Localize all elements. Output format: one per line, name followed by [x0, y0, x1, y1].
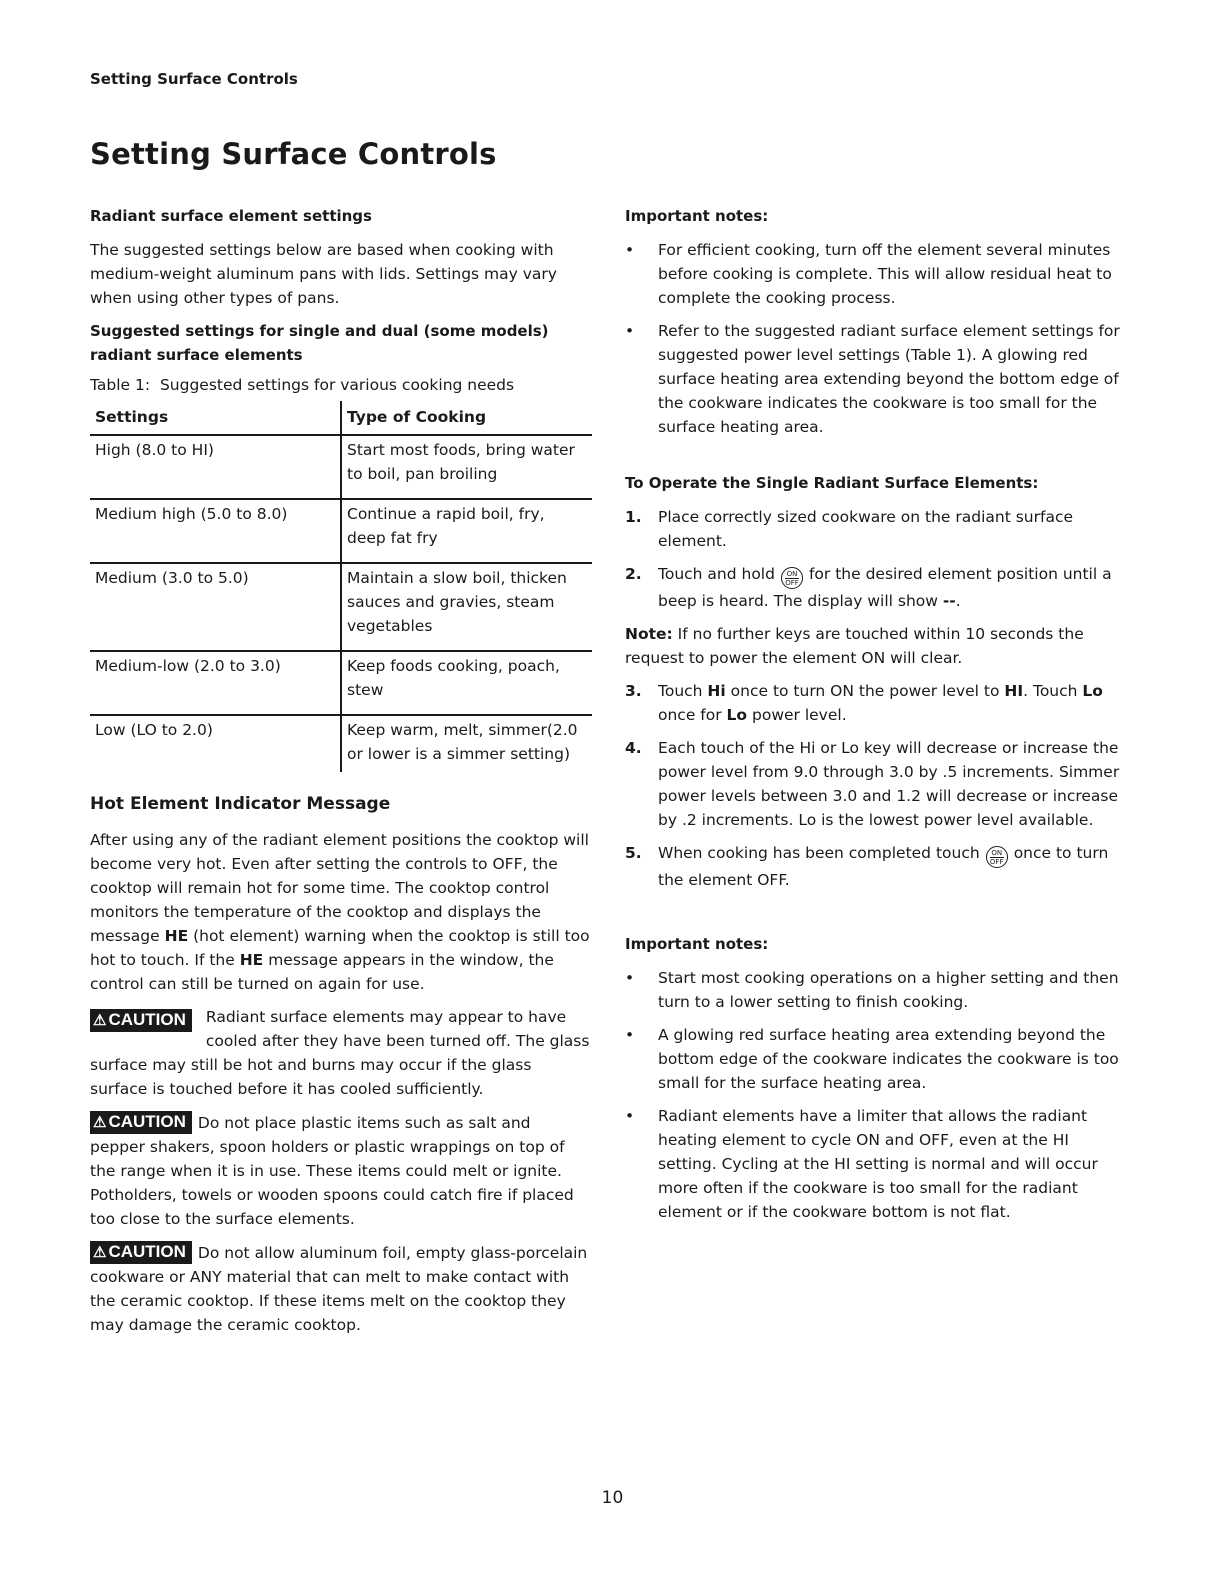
- hot-text-1: After using any of the radiant element positions the cooktop will become very hot. Even after setting the controls to OFF, the cooktop will remain hot for some time. The cooktop control monitors the temperature of the cooktop and displays the message: [90, 831, 589, 945]
- table-caption-label: Table 1:: [90, 376, 151, 394]
- table-cell-type: Start most foods, bring water to boil, pan broiling: [341, 435, 592, 499]
- caution-text: Do not place plastic items such as salt and pepper shakers, spoon holders or plastic wrappings on top of the range when it is in use. These items could melt or ignite. Potholders, towels or wooden spoons could catch fire if placed too close to the surface elements.: [90, 1114, 574, 1228]
- step-text: Each touch of the Hi or Lo key will decrease or increase the power level from 9.0 through 3.0 by .5 increments. Simmer power levels between 3.0 and 1.2 will decrease or increase by .2 increments. Lo is the lowest power level available.: [658, 739, 1120, 829]
- key-lo: Lo: [1082, 682, 1103, 700]
- list-item: [625, 238, 1125, 310]
- running-header: Setting Surface Controls: [90, 70, 298, 88]
- step-text: Touch: [658, 682, 708, 700]
- table-cell-type: Keep foods cooking, poach, stew: [341, 651, 592, 715]
- table-row: [90, 563, 592, 651]
- on-off-key-icon: [781, 567, 803, 589]
- table-cell-type: Continue a rapid boil, fry, deep fat fry: [341, 499, 592, 563]
- warning-triangle-icon: ⚠: [93, 1244, 107, 1261]
- table-header-row: [90, 401, 592, 435]
- operate-steps-list-continued: [625, 679, 1125, 892]
- step-item: [625, 679, 1125, 727]
- table-cell-setting: Medium-low (2.0 to 3.0): [90, 651, 341, 715]
- hot-code-he: HE: [239, 951, 264, 969]
- note-text: If no further keys are touched within 10 seconds the request to power the element ON will clear.: [625, 625, 1084, 667]
- level-hi: HI: [1004, 682, 1024, 700]
- list-item-text: Radiant elements have a limiter that allows the radiant heating element to cycle ON and OFF, even at the HI setting. Cycling at the HI setting is normal and will occur more often if the cookware is too small for the radiant element or if the cookware bottom is not flat.: [658, 1107, 1098, 1221]
- hot-element-paragraph: [90, 828, 590, 996]
- level-lo: Lo: [726, 706, 748, 724]
- step-number: 5.: [625, 844, 642, 862]
- bullet-icon: •: [625, 322, 635, 340]
- caution-badge: [90, 1241, 192, 1264]
- step-text: Touch and hold: [658, 565, 775, 583]
- note-paragraph: [625, 622, 1125, 670]
- caution-text: Radiant surface elements may appear to have cooled after they have been turned off. The glass surface may still be hot and burns may occur if the glass surface is touched before it has cooled sufficiently.: [90, 1008, 590, 1098]
- hot-text-3: message appears in the window, the control can still be turned on again for use.: [90, 951, 554, 993]
- settings-table: [90, 401, 592, 772]
- right-column: [625, 205, 1125, 1233]
- left-column: [90, 205, 590, 1347]
- table-caption: [90, 373, 590, 397]
- caution-paragraph: [90, 1241, 590, 1337]
- caution-badge: [90, 1009, 192, 1032]
- key-hi: Hi: [707, 682, 726, 700]
- page-title: Setting Surface Controls: [90, 137, 497, 171]
- step-number: 4.: [625, 739, 642, 757]
- caution-label: CAUTION: [108, 1010, 186, 1029]
- table-row: [90, 651, 592, 715]
- bullet-icon: •: [625, 1107, 635, 1125]
- radiant-settings-heading: Radiant surface element settings: [90, 207, 372, 225]
- step-text: once to turn the element OFF.: [658, 844, 1109, 889]
- operate-steps-list: [625, 505, 1125, 613]
- step-item: [625, 841, 1125, 892]
- operate-heading: To Operate the Single Radiant Surface Elements:: [625, 474, 1039, 492]
- table-cell-type: Keep warm, melt, simmer(2.0 or lower is a simmer setting): [347, 721, 578, 763]
- display-dashes: --: [942, 592, 956, 610]
- hot-code-he: HE: [164, 927, 189, 945]
- step-text: .: [955, 592, 961, 610]
- table-caption-text: Suggested settings for various cooking needs: [159, 376, 515, 394]
- list-item-text: Start most cooking operations on a higher setting and then turn to a lower setting to finish cooking.: [658, 969, 1119, 1011]
- step-number: 2.: [625, 565, 642, 583]
- step-item: [625, 505, 1125, 553]
- bullet-icon: •: [625, 1026, 635, 1044]
- table-cell-setting: High (8.0 to HI): [90, 435, 341, 499]
- list-item: [625, 966, 1125, 1014]
- note-label: Note:: [625, 625, 673, 643]
- step-item: [625, 736, 1125, 832]
- table-cell-type: Maintain a slow boil, thicken sauces and gravies, steam vegetables: [341, 563, 592, 651]
- key-off-label: OFF: [989, 858, 1004, 866]
- list-item: [625, 1104, 1125, 1224]
- important-notes-heading: Important notes:: [625, 207, 769, 225]
- step-text: . Touch: [1023, 682, 1083, 700]
- bullet-icon: •: [625, 241, 635, 259]
- table-header-settings: Settings: [90, 401, 341, 435]
- key-off-label: OFF: [785, 579, 799, 587]
- list-item: [625, 319, 1125, 439]
- step-text: Place correctly sized cookware on the radiant surface element.: [658, 508, 1073, 550]
- caution-paragraph: [90, 1005, 590, 1101]
- step-item: [625, 562, 1125, 613]
- step-text: once for: [658, 706, 727, 724]
- key-on-label: ON: [786, 570, 798, 578]
- step-text: for the desired element position until a beep is heard. The display will show: [658, 565, 1112, 610]
- bullet-icon: •: [625, 969, 635, 987]
- important-notes-list: [625, 966, 1125, 1224]
- important-notes-heading: Important notes:: [625, 935, 769, 953]
- caution-label: CAUTION: [108, 1112, 186, 1131]
- hot-element-heading: Hot Element Indicator Message: [90, 794, 391, 814]
- warning-triangle-icon: ⚠: [93, 1114, 107, 1131]
- table-row: [90, 435, 592, 499]
- important-notes-list: [625, 238, 1125, 439]
- table-row: [90, 715, 592, 772]
- list-item-text: Refer to the suggested radiant surface element settings for suggested power level settings (Table 1). A glowing red surface heating area extending beyond the bottom edge of the cookware indicates the cookware is too small for the surface heating area.: [658, 322, 1120, 436]
- caution-badge: [90, 1111, 192, 1134]
- caution-label: CAUTION: [108, 1242, 186, 1261]
- intro-paragraph: The suggested settings below are based when cooking with medium-weight aluminum pans with lids. Settings may vary when using other types of pans.: [90, 241, 557, 307]
- step-number: 3.: [625, 682, 642, 700]
- list-item-text: For efficient cooking, turn off the element several minutes before cooking is complete. This will allow residual heat to complete the cooking process.: [658, 241, 1112, 307]
- step-text: When cooking has been completed touch: [658, 844, 980, 862]
- table-header-type: Type of Cooking: [341, 401, 592, 435]
- step-number: 1.: [625, 508, 642, 526]
- list-item-text: A glowing red surface heating area extending beyond the bottom edge of the cookware indicates the cookware is too small for the surface heating area.: [658, 1026, 1119, 1092]
- on-off-key-icon: [986, 846, 1008, 868]
- list-item: [625, 1023, 1125, 1095]
- page-number: 10: [601, 1488, 624, 1508]
- table-cell-setting: Medium high (5.0 to 8.0): [90, 499, 341, 563]
- key-on-label: ON: [991, 849, 1003, 857]
- step-text: power level.: [747, 706, 847, 724]
- table-cell-setting: Medium (3.0 to 5.0): [90, 563, 341, 651]
- hot-text-2: (hot element) warning when the cooktop is still too hot to touch. If the: [90, 927, 590, 969]
- suggested-settings-heading: Suggested settings for single and dual (some models) radiant surface elements: [90, 322, 549, 364]
- table-cell-setting: Low (LO to 2.0): [90, 715, 341, 772]
- warning-triangle-icon: ⚠: [93, 1012, 107, 1029]
- caution-paragraph: [90, 1111, 590, 1231]
- step-text: once to turn ON the power level to: [725, 682, 1005, 700]
- table-row: [90, 499, 592, 563]
- caution-text: Do not allow aluminum foil, empty glass-porcelain cookware or ANY material that can melt to make contact with the ceramic cooktop. If these items melt on the cooktop they may damage the ceramic cooktop.: [90, 1244, 588, 1334]
